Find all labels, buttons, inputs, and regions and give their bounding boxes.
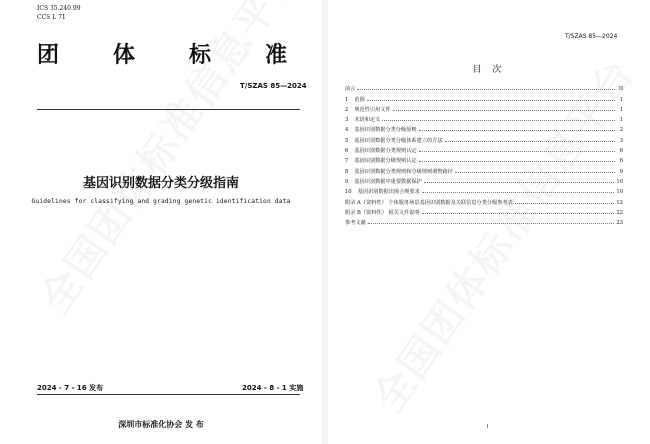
toc-entry[interactable] xyxy=(345,175,623,185)
implement-date: 2024 - 8 - 1 实施 xyxy=(242,384,304,392)
ics-code: ICS 35.240.99 xyxy=(37,5,81,12)
toc-entry-page: 1 xyxy=(619,106,623,113)
toc-entry[interactable] xyxy=(345,206,623,216)
toc-leader-dots xyxy=(367,100,615,101)
toc-entry-label: 基因识别数据中重要数据保护 xyxy=(354,178,422,185)
toc-entry-page: 1 xyxy=(619,117,623,124)
toc-leader-dots xyxy=(357,89,615,90)
toc-entry-label: 基因识别数据出境合规要求 xyxy=(357,189,420,196)
toc-entry[interactable] xyxy=(345,154,623,164)
toc-entry[interactable] xyxy=(345,164,623,174)
toc-leader-dots xyxy=(368,223,615,224)
toc-entry[interactable] xyxy=(345,133,623,143)
toc-entry-label: 基因识别数据分类规则和分级规则调整路径 xyxy=(354,168,453,175)
toc-entry-page: 2 xyxy=(619,127,623,134)
toc-entry-number: 2 xyxy=(345,106,349,113)
toc-entry[interactable] xyxy=(345,82,623,92)
cover-page xyxy=(0,0,322,444)
toc-entry-number: 3 xyxy=(345,117,349,124)
ccs-code: CCS L 71 xyxy=(37,14,66,21)
toc-entry[interactable] xyxy=(345,92,623,102)
toc-entry-page: II xyxy=(618,86,623,93)
toc-leader-dots xyxy=(382,120,615,121)
toc-title: 目 次 xyxy=(472,65,506,75)
publisher: 深圳市标准化协会 发 布 xyxy=(118,420,204,429)
publish-date: 2024 - 7 - 16 发布 xyxy=(37,384,104,392)
toc-entry-label: 基因识别数据分级规则认定 xyxy=(354,158,417,165)
toc-list xyxy=(345,82,623,226)
standard-type-char: 标 xyxy=(188,43,211,68)
toc-entry-page: 1 xyxy=(619,96,623,103)
toc-entry-number: 8 xyxy=(345,168,349,175)
standard-code: T/SZAS 85—2024 xyxy=(565,33,618,40)
toc-entry-number: 7 xyxy=(345,158,349,165)
standard-type-heading xyxy=(37,38,287,69)
standard-type-char: 体 xyxy=(112,43,135,68)
divider-bottom xyxy=(37,394,300,395)
page-number: I xyxy=(487,424,489,430)
toc-entry-number: 10 xyxy=(345,189,352,196)
toc-entry-label: 规范性引用文件 xyxy=(354,106,391,113)
standard-code: T/SZAS 85—2024 xyxy=(240,82,307,90)
toc-leader-dots xyxy=(515,203,615,204)
toc-entry-label: 附录 A（资料性） 个体服务场景基因识别数据及关联信息分类分级参考表 xyxy=(345,199,513,206)
toc-leader-dots xyxy=(393,110,615,111)
toc-entry-page: 9 xyxy=(619,168,623,175)
toc-entry-number: 4 xyxy=(345,127,349,134)
toc-leader-dots xyxy=(445,141,615,142)
toc-entry[interactable] xyxy=(345,195,623,205)
standard-type-char: 团 xyxy=(37,43,60,68)
toc-entry[interactable] xyxy=(345,123,623,133)
divider-top xyxy=(37,109,300,110)
toc-entry-label: 基因识别数据分类分级体系建立的方法 xyxy=(354,137,443,144)
toc-leader-dots xyxy=(422,213,615,214)
toc-entry-page: 12 xyxy=(616,199,623,206)
toc-entry-number: 6 xyxy=(345,148,349,155)
toc-entry-page: 23 xyxy=(616,220,623,227)
toc-entry[interactable] xyxy=(345,113,623,123)
toc-entry-page: 6 xyxy=(619,158,623,165)
toc-leader-dots xyxy=(419,151,615,152)
toc-entry[interactable] xyxy=(345,103,623,113)
toc-entry-label: 参考文献 xyxy=(345,220,366,227)
toc-leader-dots xyxy=(424,182,615,183)
toc-entry-page: 10 xyxy=(616,189,623,196)
toc-entry-page: 3 xyxy=(619,137,623,144)
toc-entry-label: 附录 B（资料性） 相关文件说明 xyxy=(345,209,420,216)
toc-entry-page: 22 xyxy=(616,209,623,216)
toc-page xyxy=(328,0,650,444)
toc-entry[interactable] xyxy=(345,216,623,226)
standard-type-char: 准 xyxy=(264,43,287,68)
toc-leader-dots xyxy=(419,130,615,131)
toc-entry-label: 范围 xyxy=(354,96,365,103)
document-title-english: Guidelines for classifying and grading genetic identification data xyxy=(31,198,291,205)
toc-leader-dots xyxy=(419,161,615,162)
toc-entry-number: 9 xyxy=(345,178,349,185)
toc-entry[interactable] xyxy=(345,185,623,195)
toc-entry-number: 5 xyxy=(345,137,349,144)
toc-entry-label: 前言 xyxy=(345,86,356,93)
toc-leader-dots xyxy=(455,172,615,173)
toc-entry-label: 基因识别数据分类规则认定 xyxy=(354,148,417,155)
toc-entry-label: 术语和定义 xyxy=(354,117,381,124)
toc-entry-page: 6 xyxy=(619,148,623,155)
toc-entry-number: 1 xyxy=(345,96,349,103)
document-title: 基因识别数据分类分级指南 xyxy=(82,176,239,191)
toc-leader-dots xyxy=(422,192,615,193)
toc-entry-page: 10 xyxy=(616,178,623,185)
toc-entry[interactable] xyxy=(345,144,623,154)
toc-entry-label: 基因识别数据分类分级原则 xyxy=(354,127,417,134)
